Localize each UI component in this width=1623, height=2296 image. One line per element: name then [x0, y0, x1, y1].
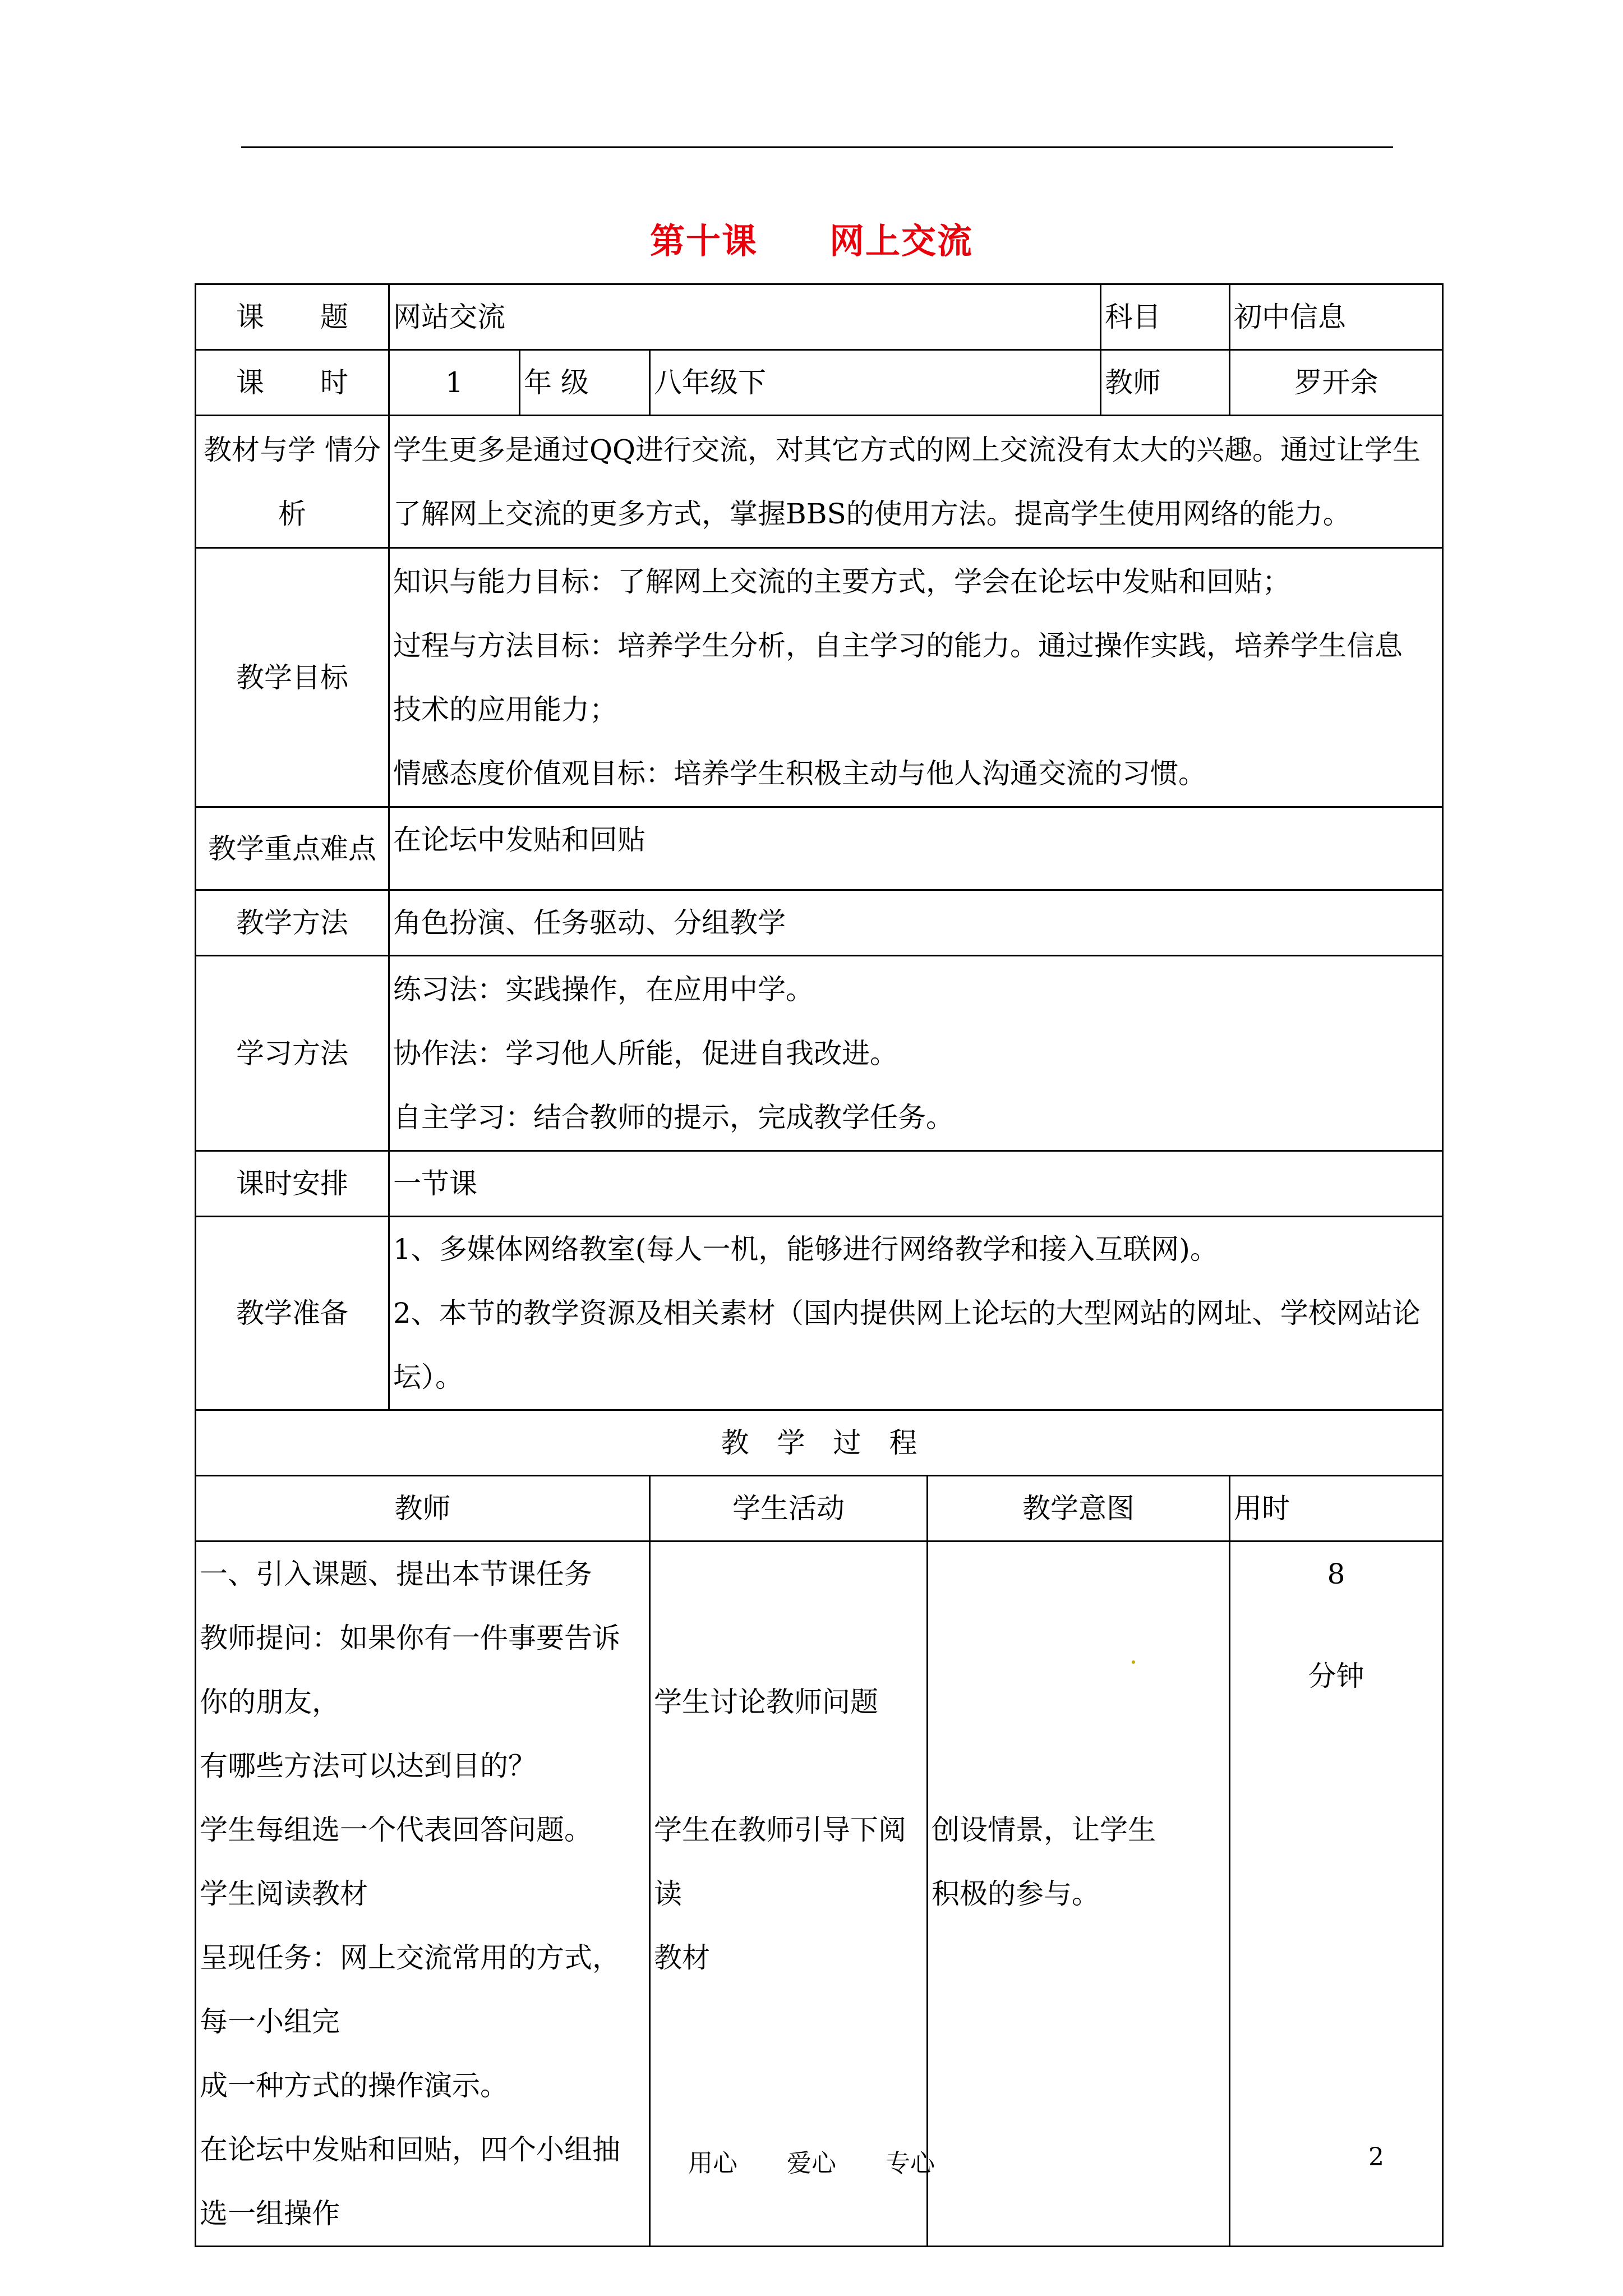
goals-line: 知识与能力目标：了解网上交流的主要方式，学会在论坛中发贴和回贴； [393, 565, 1290, 598]
student-line: 教材 [654, 1941, 710, 1974]
goals-line: 情感态度价值观目标：培养学生积极主动与他人沟通交流的习惯。 [393, 757, 1206, 790]
teacher-line: 一、引入课题、提出本节课任务 [200, 1558, 592, 1590]
time-line: 分钟 [1308, 1660, 1364, 1692]
row-topic [196, 284, 1443, 350]
student-line: 学生在教师引导下阅读 [654, 1814, 906, 1910]
teacher-line: 学生阅读教材 [200, 1878, 368, 1910]
student-line: 学生讨论教师问题 [654, 1686, 878, 1718]
key-points-label: 教学重点难点 [196, 807, 389, 890]
learning-method-label: 学习方法 [196, 956, 389, 1151]
intent-cell [928, 1542, 1230, 2247]
goals-label: 教学目标 [196, 548, 389, 807]
time-line: 8 [1327, 1558, 1345, 1590]
topic-value: 网站交流 [389, 284, 1101, 350]
preparation-line: 1、多媒体网络教室(每人一机，能够进行网络教学和接入互联网)。 [393, 1233, 1218, 1266]
row-key-points [196, 807, 1443, 890]
column-teacher: 教师 [196, 1476, 650, 1542]
student-activity-cell [650, 1542, 928, 2247]
process-heading: 教 学 过 程 [196, 1410, 1443, 1476]
teacher-line: 学生每组选一个代表回答问题。 [200, 1814, 592, 1846]
teacher-activity-cell [196, 1542, 650, 2247]
preparation-line: 坛）。 [393, 1361, 463, 1393]
spacer [654, 1734, 923, 1798]
teacher-line: 在论坛中发贴和回贴，四个小组抽选一组操作 [200, 2133, 620, 2230]
row-teaching-method [196, 890, 1443, 956]
spacer [654, 1542, 923, 1670]
row-process-columns [196, 1476, 1443, 1542]
period-value: 1 [389, 350, 520, 416]
analysis-line: 了解网上交流的更多方式，掌握BBS的使用方法。提高学生使用网络的能力。 [393, 497, 1351, 530]
goals-line: 技术的应用能力； [393, 693, 617, 726]
analysis-label: 教材与学 情分析 [196, 416, 389, 548]
teacher-line: 教师提问：如果你有一件事要告诉你的朋友， [200, 1622, 620, 1718]
footer-motto: 用心 爱心 专心 [688, 2149, 935, 2178]
teaching-method-value: 角色扮演、任务驱动、分组教学 [389, 890, 1443, 956]
row-process-body [196, 1542, 1443, 2247]
row-goals [196, 548, 1443, 807]
row-schedule [196, 1151, 1443, 1217]
column-intent: 教学意图 [928, 1476, 1230, 1542]
row-period [196, 350, 1443, 416]
page-title: 第十课 网上交流 [649, 220, 973, 261]
preparation-content [389, 1217, 1443, 1410]
analysis-line: 学生更多是通过QQ进行交流，对其它方式的网上交流没有太大的兴趣。通过让学生 [393, 433, 1421, 466]
row-process-heading [196, 1410, 1443, 1476]
grade-value: 八年级下 [650, 350, 1101, 416]
spacer [1234, 1606, 1438, 1644]
topic-label: 课 题 [196, 284, 389, 350]
preparation-line: 2、本节的教学资源及相关素材（国内提供网上论坛的大型网站的网址、学校网站论 [393, 1297, 1421, 1329]
key-points-value: 在论坛中发贴和回贴 [389, 807, 1443, 890]
teacher-value: 罗开余 [1230, 350, 1443, 416]
learning-method-content [389, 956, 1443, 1151]
schedule-label: 课时安排 [196, 1151, 389, 1217]
grade-label: 年 级 [520, 350, 650, 416]
row-analysis [196, 416, 1443, 548]
column-student-activity: 学生活动 [650, 1476, 928, 1542]
time-cell [1230, 1542, 1443, 2247]
teacher-line: 成一种方式的操作演示。 [200, 2069, 508, 2102]
teacher-line: 呈现任务：网上交流常用的方式，每一小组完 [200, 1941, 620, 2038]
row-learning-method [196, 956, 1443, 1151]
preparation-label: 教学准备 [196, 1217, 389, 1410]
period-label: 课 时 [196, 350, 389, 416]
teacher-label: 教师 [1101, 350, 1230, 416]
goals-content [389, 548, 1443, 807]
header-rule [241, 146, 1393, 148]
schedule-value: 一节课 [389, 1151, 1443, 1217]
analysis-content [389, 416, 1443, 548]
lesson-plan-table [195, 283, 1444, 2247]
learning-method-line: 练习法：实践操作，在应用中学。 [393, 973, 814, 1006]
goals-line: 过程与方法目标：培养学生分析，自主学习的能力。通过操作实践，培养学生信息 [393, 629, 1403, 662]
spacer [932, 1542, 1225, 1798]
teacher-line: 有哪些方法可以达到目的？ [200, 1750, 536, 1782]
subject-label: 科目 [1101, 284, 1230, 350]
learning-method-line: 协作法：学习他人所能，促进自我改进。 [393, 1037, 898, 1070]
intent-line: 积极的参与。 [932, 1878, 1100, 1910]
intent-line: 创设情景，让学生 [932, 1814, 1156, 1846]
row-preparation [196, 1217, 1443, 1410]
learning-method-line: 自主学习：结合教师的提示，完成教学任务。 [393, 1101, 954, 1134]
teaching-method-label: 教学方法 [196, 890, 389, 956]
column-time: 用时 [1230, 1476, 1443, 1542]
yellow-speck [1132, 1660, 1135, 1664]
subject-value: 初中信息 [1230, 284, 1443, 350]
page-number: 2 [1368, 2143, 1384, 2171]
